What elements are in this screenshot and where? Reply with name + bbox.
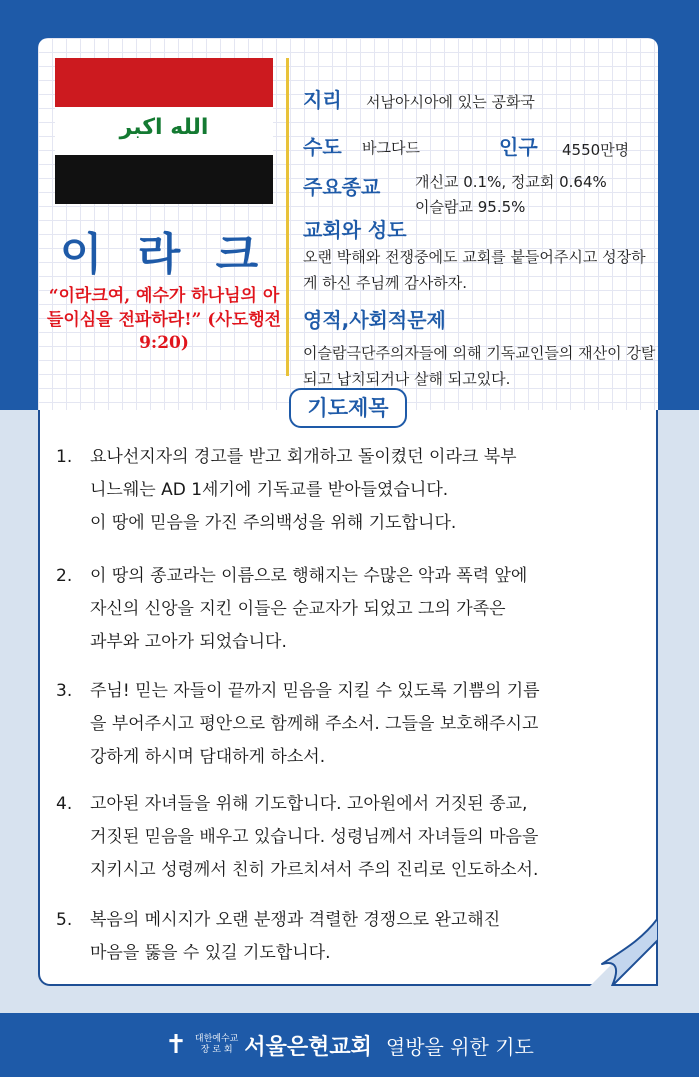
prayer-item bbox=[56, 788, 656, 887]
church-label: 교회와 성도 bbox=[303, 218, 407, 242]
prayer-item bbox=[56, 675, 656, 774]
prayer-number: 2. bbox=[56, 566, 73, 586]
church-name: 서울은현교회 bbox=[244, 1034, 372, 1060]
prayer-line: 이 땅에 믿음을 가진 주의백성을 위해 기도합니다. bbox=[90, 513, 457, 533]
prayer-line: 을 부어주시고 평안으로 함께해 주소서. 그들을 보호해주시고 bbox=[90, 714, 539, 734]
prayer-line: 거짓된 믿음을 배우고 있습니다. 성령님께서 자녀들의 마음을 bbox=[90, 827, 539, 847]
geo-label: 지리 bbox=[303, 88, 342, 112]
capital-label: 수도 bbox=[303, 135, 342, 159]
prayer-line: 강하게 하시며 담대하게 하소서. bbox=[90, 747, 326, 767]
prayer-number: 3. bbox=[56, 681, 73, 701]
prayer-line: 과부와 고아가 되었습니다. bbox=[90, 632, 287, 652]
prayer-line: 고아된 자녀들을 위해 기도합니다. 고아원에서 거짓된 종교, bbox=[90, 794, 528, 814]
footer-tagline: 열방을 위한 기도 bbox=[385, 1034, 534, 1059]
social-text: 이슬람극단주의자들에 의해 기독교인들의 재산이 강탈되고 납치되거나 살해 되고있다. bbox=[303, 344, 656, 388]
prayer-item bbox=[56, 441, 656, 540]
church-text: 오랜 박해와 전쟁중에도 교회를 붙들어주시고 성장하게 하신 주님께 감사하자. bbox=[303, 248, 646, 292]
religion-value-2: 이슬람교 95.5% bbox=[415, 198, 526, 216]
prayer-title: 기도제목 bbox=[289, 388, 407, 428]
population-value: 4550만명 bbox=[562, 141, 630, 159]
geo-value: 서남아시아에 있는 공화국 bbox=[366, 93, 535, 111]
flag-emblem: الله اكبر bbox=[119, 114, 209, 140]
prayer-item bbox=[56, 560, 656, 659]
bible-verse: “이라크여, 예수가 하나님의 아들이심을 전파하라!” (사도행전 9:20) bbox=[46, 286, 282, 353]
population-label: 인구 bbox=[499, 135, 538, 159]
prayer-line: 지키시고 성령께서 친히 가르치셔서 주의 진리로 인도하소서. bbox=[90, 860, 539, 880]
prayer-item bbox=[56, 904, 656, 970]
prayer-line: 복음의 메시지가 오랜 분쟁과 격렬한 경쟁으로 완고해진 bbox=[90, 910, 501, 930]
prayer-number: 5. bbox=[56, 910, 73, 930]
footer-bar bbox=[0, 1013, 699, 1077]
denomination-line: 대한예수교 bbox=[194, 1034, 239, 1044]
denomination-label bbox=[195, 1034, 238, 1056]
religion-label: 주요종교 bbox=[303, 175, 381, 199]
religion-value-1: 개신교 0.1%, 정교회 0.64% bbox=[415, 173, 607, 191]
denomination-line: 장 로 회 bbox=[200, 1045, 233, 1055]
iraq-flag bbox=[55, 58, 273, 204]
capital-value: 바그다드 bbox=[362, 139, 420, 157]
prayer-line: 이 땅의 종교라는 이름으로 행해지는 수많은 악과 폭력 앞에 bbox=[90, 566, 528, 586]
prayer-line: 마음을 뚫을 수 있길 기도합니다. bbox=[90, 943, 331, 963]
flag-black-stripe bbox=[55, 155, 273, 204]
prayer-line: 자신의 신앙을 지킨 이들은 순교자가 되었고 그의 가족은 bbox=[90, 599, 506, 619]
flag-white-stripe bbox=[55, 107, 273, 156]
prayer-line: 주님! 믿는 자들이 끝까지 믿음을 지킬 수 있도록 기쁨의 기름 bbox=[90, 681, 540, 701]
prayer-line: 니느웨는 AD 1세기에 기독교를 받아들였습니다. bbox=[90, 480, 449, 500]
flag-red-stripe bbox=[55, 58, 273, 107]
prayer-number: 4. bbox=[56, 794, 73, 814]
cross-icon: ✝ bbox=[165, 1030, 187, 1060]
social-label: 영적,사회적문제 bbox=[303, 308, 446, 332]
divider-line bbox=[286, 58, 289, 376]
prayer-line: 요나선지자의 경고를 받고 회개하고 돌이켰던 이라크 북부 bbox=[90, 447, 517, 467]
prayer-number: 1. bbox=[56, 447, 73, 467]
country-name: 이 라 크 bbox=[59, 229, 269, 280]
